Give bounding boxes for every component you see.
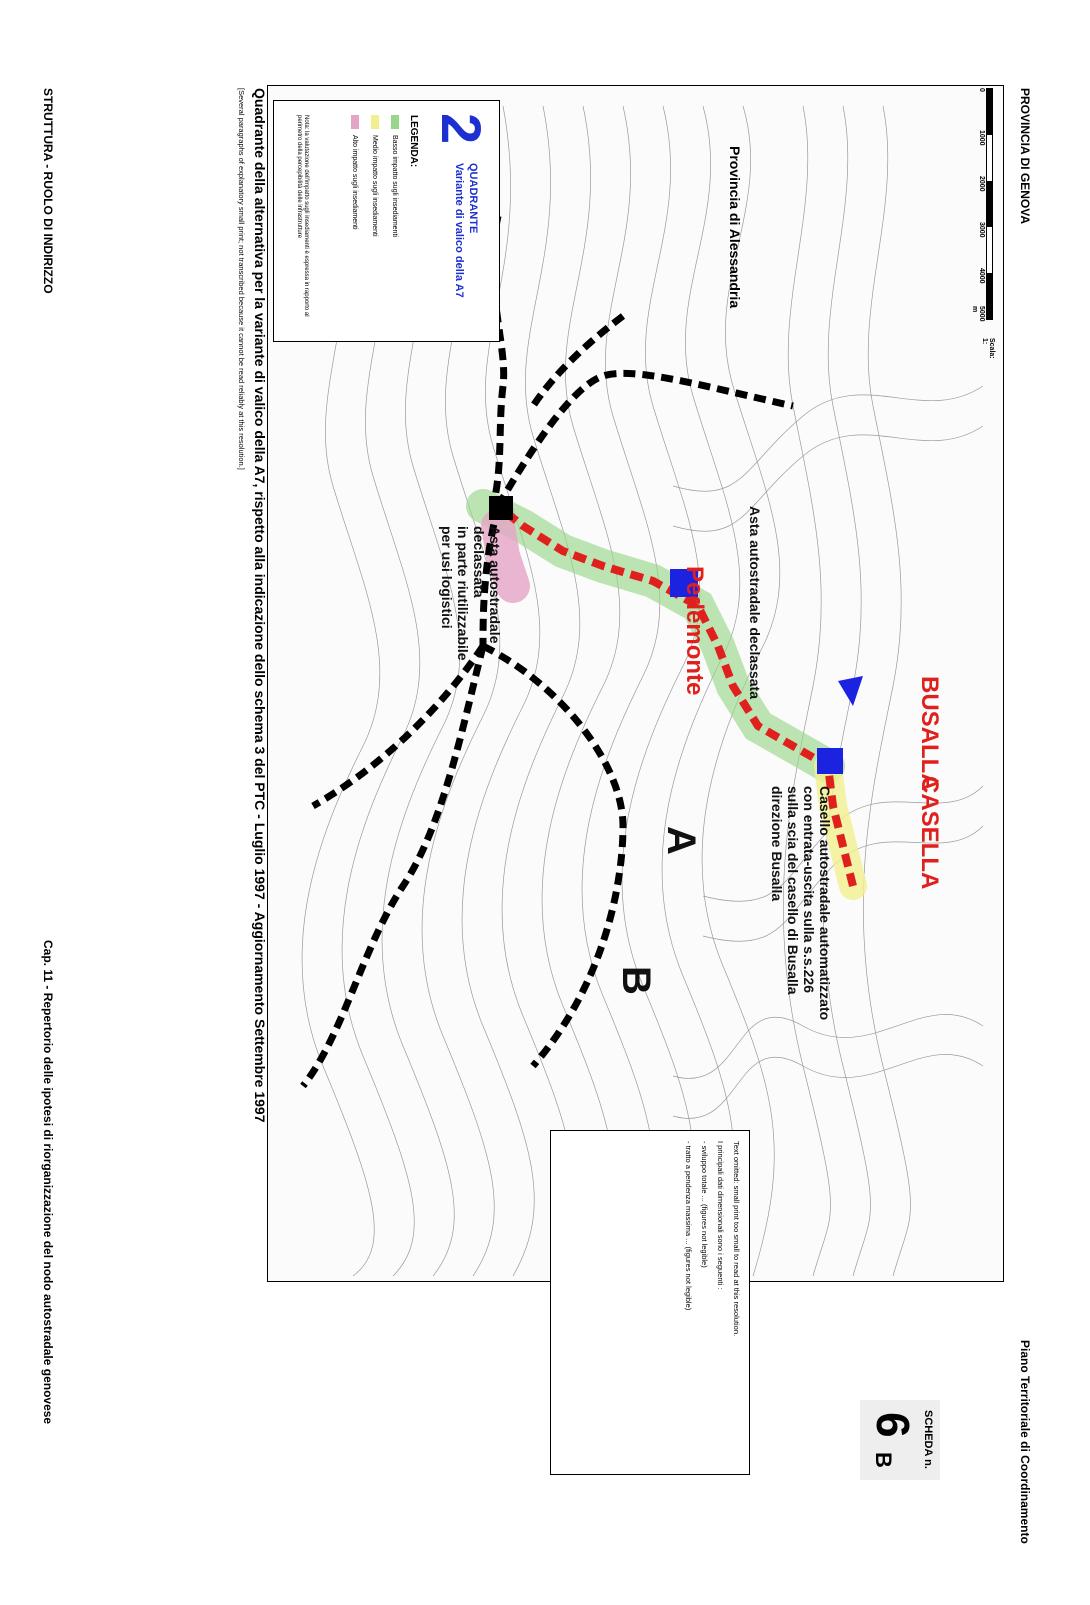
scale-label: Scala: 1: xyxy=(981,338,995,359)
route-label-b: B xyxy=(614,966,658,995)
legend-item-high: Alto impatto sugli insediamenti xyxy=(351,115,359,230)
scheda-number: 6 xyxy=(867,1412,919,1438)
scheda-label: SCHEDA n. xyxy=(922,1410,934,1469)
legend-swatch-low xyxy=(391,115,399,129)
header-province: PROVINCIA DI GENOVA xyxy=(1018,88,1032,225)
pedemonte-node[interactable] xyxy=(489,496,513,520)
legend-note: Nota: la valutazione dell'impatto sugli insediamenti è espressa in rapporto al perimetro della percepibilità delle infrastrutture xyxy=(296,115,309,317)
info-paragraph: - tratto a pendenza massima ... (figures not legible) xyxy=(684,1141,693,1311)
caption-title: Quadrante della alternativa per la variante di valico della A7, rispetto alla indicazione dello schema 3 del PTC - Luglio 1997 - Aggiornamento Settembre 1997 xyxy=(252,88,268,1123)
legend-item-medium: Medio impatto sugli insediamenti xyxy=(371,115,379,237)
footer-left: STRUTTURA - RUOLO DI INDIRIZZO xyxy=(41,88,55,294)
casello-marker xyxy=(838,676,863,706)
quadrant-number: 2 xyxy=(430,113,493,145)
scheda-suffix: B xyxy=(871,1452,896,1468)
legend-box xyxy=(273,100,500,342)
label-casella: CASELLA xyxy=(916,776,943,890)
scheda-box xyxy=(860,1400,940,1480)
caption-block xyxy=(236,88,268,1508)
header-plan-title: Piano Territoriale di Coordinamento xyxy=(1018,1340,1032,1544)
info-paragraph: Text omitted: small print too small to read at this resolution. xyxy=(732,1141,741,1337)
legend-heading: LEGENDA: xyxy=(408,115,419,168)
note-casello: Casello autostradale automatizzato con entrata-uscita sulla s.s.226 sulla scia del casello di Busalla direzione Busalla xyxy=(769,786,833,1021)
note-declassata: Asta autostradale declassata xyxy=(747,506,763,699)
info-paragraph: - sviluppo totale ... (figures not legible) xyxy=(700,1141,709,1268)
busalla-node[interactable] xyxy=(817,748,843,774)
footer-right: Cap. 11 - Repertorio delle ipotesi di riorganizzazione del nodo autostradale genovese xyxy=(41,940,55,1425)
label-busalla: BUSALLA xyxy=(916,676,943,791)
province-label: Provincia di Alessandria xyxy=(727,146,743,309)
scale-bar: 0 1000 2000 3000 4000 5000 m Scala: 1: xyxy=(971,88,995,359)
scale-bar-graphic xyxy=(986,88,993,320)
quadrant-title: QUADRANTE xyxy=(467,163,479,234)
info-paragraph: I principali dati dimensionali sono i seguenti : xyxy=(716,1141,725,1290)
legend-swatch-medium xyxy=(371,115,379,129)
route-label-a: A xyxy=(659,826,703,855)
legend-item-low: Basso impatto sugli insediamenti xyxy=(391,115,399,237)
technical-notes-box xyxy=(550,1130,750,1475)
legend-swatch-high xyxy=(351,115,359,129)
caption-body: [Several paragraphs of explanatory small print; not transcribed because it cannot be read reliably at this resolution.] xyxy=(237,88,246,470)
note-riutilizzabile: Asta autostradale declassata in parte riutilizzabile per usi logistici xyxy=(439,526,503,661)
label-pedemonte: Pedemonte xyxy=(681,566,708,696)
quadrant-subtitle: Variante di valico della A7 xyxy=(453,163,465,298)
